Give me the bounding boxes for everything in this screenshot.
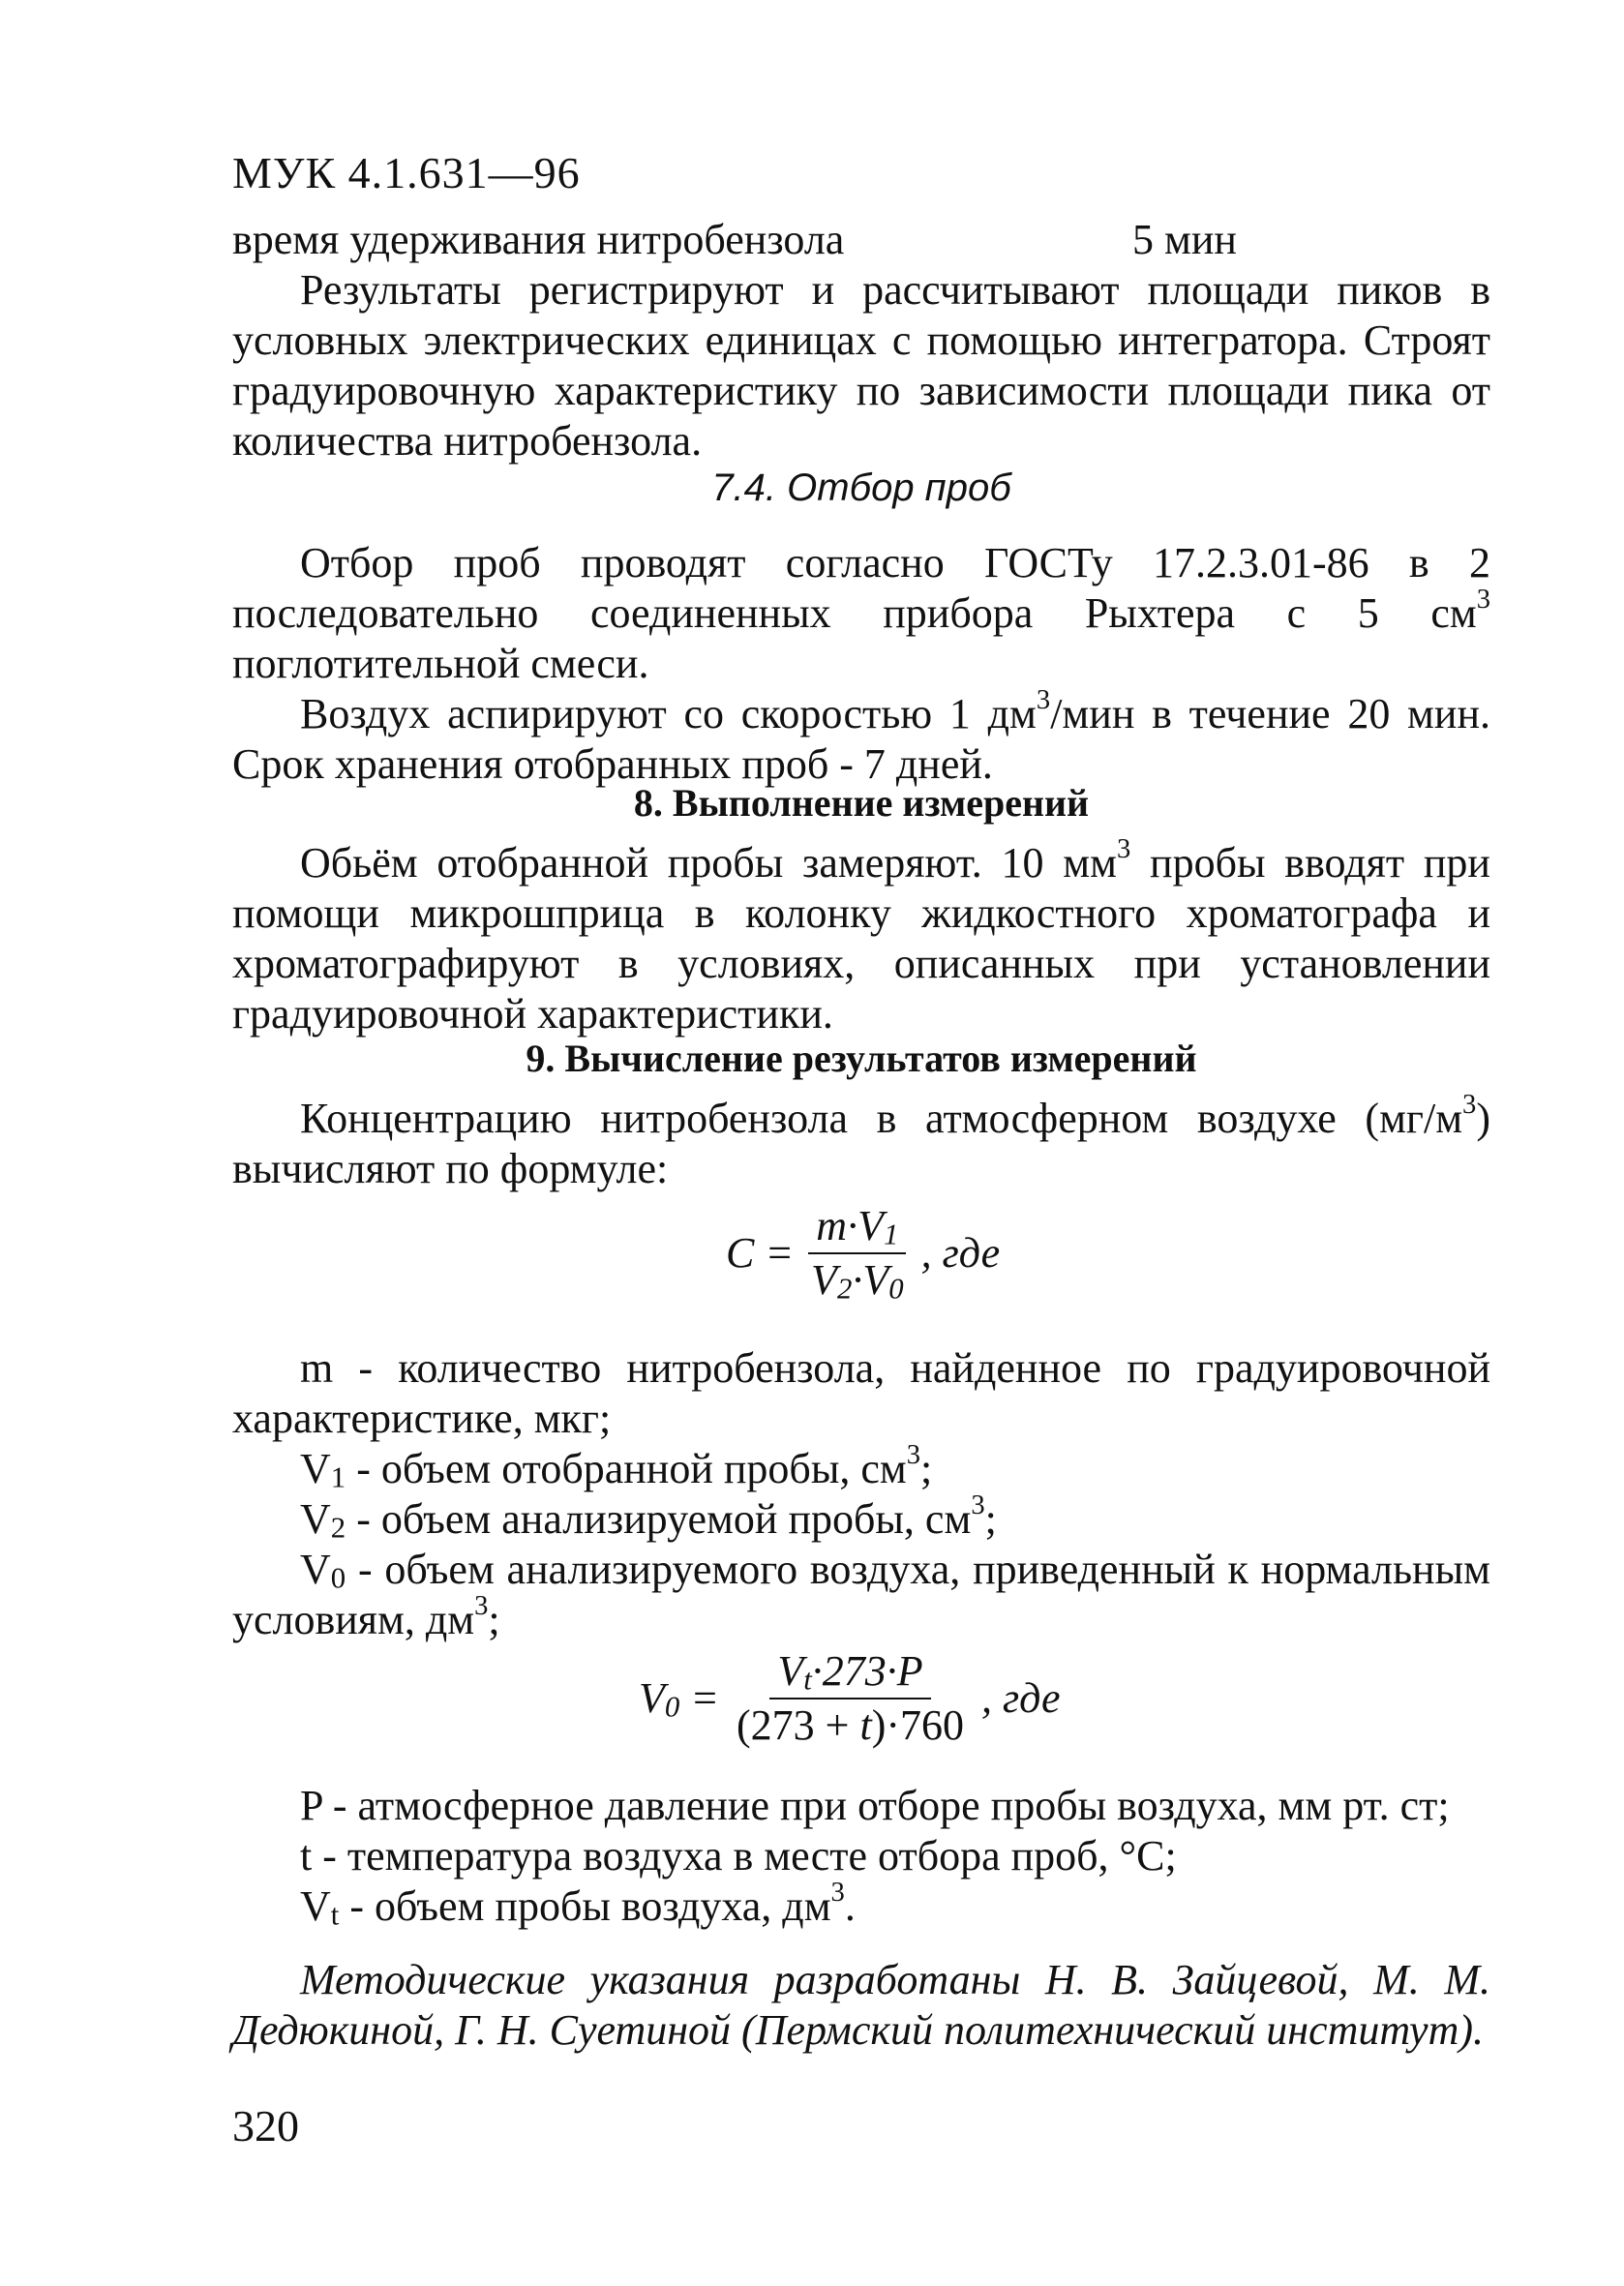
def-v0: $V_0$ - объем анализируемого воздуха, приведенный к нормальным условиям, $дм^3$; — [232, 1546, 1490, 1643]
section-8-title: 8. Выполнение измерений — [633, 781, 1090, 825]
measurement-paragraph: Обьём отобранной пробы замеряют. 10 $мм^3$ пробы вводят при помощи микрошприца в колонку жидкостного хроматографа и хроматографируют в условиях, описанных при установлении градуировочной характеристики. — [232, 833, 1490, 1038]
retention-value: 5 мин — [1132, 216, 1237, 263]
formula1-tail: , где — [920, 1229, 1001, 1277]
formula1-fraction — [803, 1200, 912, 1307]
volume-formula — [639, 1645, 1061, 1752]
def-vt: $V_t$ - объем пробы воздуха, $дм^3$. — [300, 1877, 856, 1932]
def-v2: $V_2$ - объем анализируемой пробы, $см^3$; — [300, 1489, 997, 1545]
page-number: 320 — [232, 2101, 299, 2151]
concentration-formula — [726, 1200, 1000, 1307]
intro-paragraph: Результаты регистрируют и рассчитывают площади пиков в условных электрических единицах с помощью интегратора. Строят градуировочную характеристику по зависимости площади пика от количества нитробензола. — [232, 266, 1490, 465]
section-7-4-body — [232, 538, 1490, 790]
section-9-body — [232, 1089, 1490, 1194]
section-9-title: 9. Вычисление результатов измерений — [526, 1037, 1197, 1080]
formula2-lhs: $V_0$ = — [639, 1674, 719, 1724]
calculation-paragraph: Концентрацию нитробензола в атмосферном воздухе $(мг/м^3)$ вычисляют по формуле: — [232, 1089, 1490, 1192]
formula1-numerator: $m\cdot V_1$ — [808, 1200, 906, 1254]
retention-label: время удерживания нитробензола — [232, 216, 845, 263]
intro-paragraph-block — [232, 265, 1490, 466]
section-8-body — [232, 833, 1490, 1039]
aspiration-paragraph: Воздух аспирируют со скоростью 1 $дм^3$/мин в течение 20 мин. Срок хранения отобранных проб - 7 дней. — [232, 684, 1490, 788]
formula2-denominator: (273 + t)·760 — [737, 1701, 965, 1749]
formula2-fraction — [729, 1645, 972, 1752]
formula1-denominator: $V_2\cdot V_0$ — [811, 1256, 904, 1306]
section-7-4-title: 7.4. Отбор проб — [711, 466, 1011, 509]
def-v1: $V_1$ - объем отобранной пробы, $см^3$; — [300, 1439, 933, 1494]
formula1-definitions — [232, 1343, 1490, 1645]
formula2-numerator: $V_t\cdot 273\cdot P$ — [769, 1645, 930, 1699]
retention-line — [232, 215, 1490, 265]
def-m: m - количество нитробензола, найденное по градуировочной характеристике, мкг; — [232, 1344, 1490, 1442]
formula1-lhs: C = — [726, 1229, 795, 1277]
formula2-definitions — [232, 1781, 1490, 1932]
def-t: t - температура воздуха в месте отбора проб, °С; — [300, 1832, 1177, 1880]
document-header: МУК 4.1.631—96 — [232, 148, 581, 197]
def-p: P - атмосферное давление при отборе пробы воздуха, мм рт. ст; — [300, 1782, 1450, 1829]
credits-paragraph: Методические указания разработаны Н. В. Зайцевой, М. М. Дедюкиной, Г. Н. Суетиной (Пермский политехнический институт). — [232, 1956, 1490, 2054]
formula2-tail: , где — [981, 1674, 1061, 1722]
sampling-paragraph: Отбор проб проводят согласно ГОСТу 17.2.3.01-86 в 2 последовательно соединенных прибора Рыхтера с 5 $см^3$ поглотительной смеси. — [232, 539, 1490, 687]
